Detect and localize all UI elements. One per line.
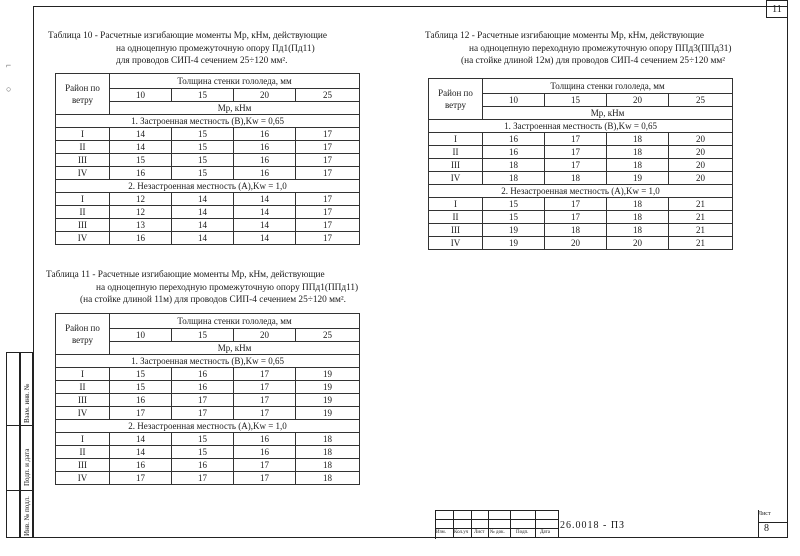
moment-value-cell: 15 bbox=[172, 141, 234, 154]
caption-line: Таблица 10 - Расчетные изгибающие моменты Мр, кНм, действующие bbox=[48, 31, 327, 41]
region-header: Район по ветру bbox=[56, 74, 110, 115]
moment-value-cell: 15 bbox=[172, 446, 234, 459]
moment-value-cell: 17 bbox=[545, 159, 607, 172]
moment-value-cell: 19 bbox=[483, 224, 545, 237]
wind-region-cell: IV bbox=[56, 232, 110, 245]
wind-region-cell: IV bbox=[56, 167, 110, 180]
wind-region-cell: IV bbox=[56, 472, 110, 485]
moment-value-cell: 19 bbox=[296, 394, 360, 407]
moment-value-cell: 18 bbox=[296, 459, 360, 472]
table-row bbox=[56, 394, 360, 407]
moment-value-cell: 17 bbox=[545, 198, 607, 211]
moment-value-cell: 17 bbox=[296, 193, 360, 206]
table-row bbox=[429, 172, 733, 185]
sheet-number-top: 11 bbox=[766, 0, 788, 18]
title-block-label: Лист bbox=[474, 530, 485, 535]
moment-value-cell: 17 bbox=[296, 206, 360, 219]
table-row bbox=[429, 224, 733, 237]
moment-value-cell: 19 bbox=[296, 381, 360, 394]
moment-value-cell: 17 bbox=[296, 219, 360, 232]
section-row bbox=[56, 115, 360, 128]
wind-region-cell: II bbox=[56, 141, 110, 154]
wind-region-cell: I bbox=[56, 368, 110, 381]
moment-value-cell: 15 bbox=[172, 167, 234, 180]
unit-header: Мр, кНм bbox=[110, 102, 360, 115]
moment-value-cell: 15 bbox=[172, 128, 234, 141]
thickness-column-header: 20 bbox=[234, 329, 296, 342]
moment-value-cell: 17 bbox=[110, 472, 172, 485]
moment-value-cell: 19 bbox=[483, 237, 545, 250]
moment-value-cell: 16 bbox=[110, 167, 172, 180]
moment-value-cell: 16 bbox=[234, 141, 296, 154]
moment-value-cell: 15 bbox=[483, 198, 545, 211]
moment-value-cell: 17 bbox=[172, 407, 234, 420]
moment-value-cell: 16 bbox=[234, 446, 296, 459]
moment-value-cell: 21 bbox=[669, 237, 733, 250]
moment-value-cell: 14 bbox=[172, 193, 234, 206]
moment-value-cell: 20 bbox=[669, 172, 733, 185]
thickness-column-header: 25 bbox=[669, 94, 733, 107]
binding-mark: ⌐ bbox=[6, 60, 12, 70]
unit-header: Мр, кНм bbox=[483, 107, 733, 120]
table-11 bbox=[55, 313, 360, 485]
table-row bbox=[56, 433, 360, 446]
table-row bbox=[429, 159, 733, 172]
wind-region-cell: I bbox=[429, 133, 483, 146]
section-row bbox=[429, 185, 733, 198]
table-row bbox=[56, 232, 360, 245]
moment-value-cell: 19 bbox=[296, 368, 360, 381]
moment-value-cell: 18 bbox=[545, 172, 607, 185]
thickness-column-header: 15 bbox=[172, 329, 234, 342]
wind-region-cell: III bbox=[56, 219, 110, 232]
side-stamp-label: Подп. и дата bbox=[23, 448, 31, 486]
header-row bbox=[429, 79, 733, 94]
caption-line: Таблица 11 - Расчетные изгибающие моменты Мр, кНм, действующие bbox=[46, 270, 325, 280]
thickness-header: Толщина стенки гололеда, мм bbox=[110, 74, 360, 89]
moment-value-cell: 14 bbox=[110, 128, 172, 141]
table-12 bbox=[428, 78, 733, 250]
moment-value-cell: 15 bbox=[172, 433, 234, 446]
section-row bbox=[56, 420, 360, 433]
moment-value-cell: 14 bbox=[110, 433, 172, 446]
table-row bbox=[56, 381, 360, 394]
header-row bbox=[56, 74, 360, 89]
moment-value-cell: 14 bbox=[172, 206, 234, 219]
moment-value-cell: 18 bbox=[607, 146, 669, 159]
moment-value-cell: 17 bbox=[234, 368, 296, 381]
moment-value-cell: 15 bbox=[110, 368, 172, 381]
table-row bbox=[56, 472, 360, 485]
moment-value-cell: 17 bbox=[234, 459, 296, 472]
table-row bbox=[56, 446, 360, 459]
moment-value-cell: 15 bbox=[110, 154, 172, 167]
unit-header: Мр, кНм bbox=[110, 342, 360, 355]
wind-region-cell: III bbox=[56, 154, 110, 167]
table-row bbox=[56, 167, 360, 180]
thickness-column-header: 10 bbox=[483, 94, 545, 107]
binding-mark: ○ bbox=[6, 84, 12, 94]
caption-line: для проводов СИП-4 сечением 25÷120 мм². bbox=[116, 56, 288, 66]
side-stamp-label: Взам. инв. № bbox=[23, 383, 31, 423]
moment-value-cell: 16 bbox=[234, 433, 296, 446]
moment-value-cell: 18 bbox=[296, 446, 360, 459]
moment-value-cell: 20 bbox=[669, 146, 733, 159]
moment-value-cell: 17 bbox=[110, 407, 172, 420]
wind-region-cell: III bbox=[56, 459, 110, 472]
title-block-label: Подп. bbox=[516, 530, 529, 535]
moment-value-cell: 18 bbox=[296, 433, 360, 446]
moment-value-cell: 16 bbox=[172, 381, 234, 394]
table-row bbox=[429, 146, 733, 159]
moment-value-cell: 18 bbox=[607, 224, 669, 237]
wind-region-cell: II bbox=[429, 211, 483, 224]
moment-value-cell: 19 bbox=[607, 172, 669, 185]
moment-value-cell: 17 bbox=[234, 407, 296, 420]
moment-value-cell: 14 bbox=[110, 141, 172, 154]
moment-value-cell: 17 bbox=[296, 154, 360, 167]
section-title: 2. Незастроенная местность (А),Kw = 1,0 bbox=[56, 180, 360, 193]
thickness-column-header: 10 bbox=[110, 89, 172, 102]
moment-value-cell: 14 bbox=[234, 232, 296, 245]
moment-value-cell: 13 bbox=[110, 219, 172, 232]
title-block-label: № док. bbox=[490, 530, 505, 535]
wind-region-cell: III bbox=[429, 159, 483, 172]
thickness-column-header: 25 bbox=[296, 89, 360, 102]
moment-value-cell: 16 bbox=[234, 167, 296, 180]
wind-region-cell: II bbox=[56, 206, 110, 219]
table-row bbox=[56, 154, 360, 167]
table-row bbox=[56, 407, 360, 420]
table-row bbox=[56, 193, 360, 206]
moment-value-cell: 18 bbox=[483, 159, 545, 172]
moment-value-cell: 17 bbox=[234, 394, 296, 407]
wind-region-cell: II bbox=[56, 381, 110, 394]
title-block-label: Изм. bbox=[436, 530, 446, 535]
title-block-label: Кол.уч bbox=[454, 530, 469, 535]
moment-value-cell: 15 bbox=[172, 154, 234, 167]
moment-value-cell: 16 bbox=[234, 154, 296, 167]
moment-value-cell: 21 bbox=[669, 198, 733, 211]
moment-value-cell: 14 bbox=[172, 232, 234, 245]
thickness-header: Толщина стенки гололеда, мм bbox=[483, 79, 733, 94]
thickness-column-header: 20 bbox=[234, 89, 296, 102]
moment-value-cell: 17 bbox=[296, 232, 360, 245]
moment-value-cell: 18 bbox=[483, 172, 545, 185]
section-row bbox=[56, 180, 360, 193]
region-header: Район по ветру bbox=[56, 314, 110, 355]
section-title: 2. Незастроенная местность (А),Kw = 1,0 bbox=[429, 185, 733, 198]
wind-region-cell: I bbox=[429, 198, 483, 211]
moment-value-cell: 18 bbox=[545, 224, 607, 237]
section-title: 2. Незастроенная местность (А),Kw = 1,0 bbox=[56, 420, 360, 433]
moment-value-cell: 18 bbox=[607, 198, 669, 211]
moment-value-cell: 14 bbox=[234, 206, 296, 219]
table-10 bbox=[55, 73, 360, 245]
caption-line: Таблица 12 - Расчетные изгибающие моменты Мр, кНм, действующие bbox=[425, 31, 704, 41]
moment-value-cell: 12 bbox=[110, 193, 172, 206]
moment-value-cell: 18 bbox=[607, 211, 669, 224]
table-row bbox=[56, 368, 360, 381]
moment-value-cell: 20 bbox=[669, 159, 733, 172]
header-row bbox=[56, 314, 360, 329]
moment-value-cell: 17 bbox=[296, 167, 360, 180]
moment-value-cell: 17 bbox=[172, 394, 234, 407]
wind-region-cell: I bbox=[56, 128, 110, 141]
region-header: Район по ветру bbox=[429, 79, 483, 120]
title-block-label: Дата bbox=[540, 530, 550, 535]
moment-value-cell: 20 bbox=[607, 237, 669, 250]
moment-value-cell: 18 bbox=[607, 133, 669, 146]
table-row bbox=[429, 198, 733, 211]
thickness-column-header: 10 bbox=[110, 329, 172, 342]
moment-value-cell: 16 bbox=[483, 146, 545, 159]
moment-value-cell: 16 bbox=[234, 128, 296, 141]
side-stamp-outer bbox=[6, 352, 20, 538]
table-row bbox=[56, 219, 360, 232]
moment-value-cell: 21 bbox=[669, 224, 733, 237]
moment-value-cell: 19 bbox=[296, 407, 360, 420]
moment-value-cell: 16 bbox=[483, 133, 545, 146]
section-title: 1. Застроенная местность (В),Kw = 0,65 bbox=[429, 120, 733, 133]
moment-value-cell: 16 bbox=[110, 232, 172, 245]
moment-value-cell: 20 bbox=[669, 133, 733, 146]
table-12-caption bbox=[425, 30, 732, 68]
table-row bbox=[56, 141, 360, 154]
moment-value-cell: 16 bbox=[110, 459, 172, 472]
table-10-caption bbox=[48, 30, 327, 68]
caption-line: на одноцепную переходную промежуточную опору ППд1(ППд11) bbox=[96, 282, 359, 293]
moment-value-cell: 17 bbox=[172, 472, 234, 485]
moment-value-cell: 18 bbox=[607, 159, 669, 172]
table-row bbox=[56, 459, 360, 472]
caption-line: (на стойке длиной 11м) для проводов СИП-4 сечением 25÷120 мм². bbox=[80, 295, 346, 305]
moment-value-cell: 17 bbox=[545, 211, 607, 224]
moment-value-cell: 15 bbox=[110, 381, 172, 394]
caption-line: на одноцепную промежуточную опору Пд1(Пд11) bbox=[116, 43, 315, 54]
moment-value-cell: 16 bbox=[110, 394, 172, 407]
section-row bbox=[56, 355, 360, 368]
moment-value-cell: 16 bbox=[172, 368, 234, 381]
wind-region-cell: IV bbox=[429, 172, 483, 185]
thickness-column-header: 25 bbox=[296, 329, 360, 342]
thickness-column-header: 20 bbox=[607, 94, 669, 107]
wind-region-cell: II bbox=[429, 146, 483, 159]
moment-value-cell: 17 bbox=[296, 128, 360, 141]
thickness-header: Толщина стенки гололеда, мм bbox=[110, 314, 360, 329]
sheet-number: 8 bbox=[764, 523, 769, 534]
moment-value-cell: 14 bbox=[234, 193, 296, 206]
side-stamp-label: Инв. № подл. bbox=[23, 496, 31, 536]
moment-value-cell: 17 bbox=[296, 141, 360, 154]
moment-value-cell: 20 bbox=[545, 237, 607, 250]
section-title: 1. Застроенная местность (В),Kw = 0,65 bbox=[56, 355, 360, 368]
table-row bbox=[429, 211, 733, 224]
section-row bbox=[429, 120, 733, 133]
sheet-label: Лист bbox=[758, 511, 771, 517]
moment-value-cell: 17 bbox=[545, 133, 607, 146]
section-title: 1. Застроенная местность (В),Kw = 0,65 bbox=[56, 115, 360, 128]
table-11-caption bbox=[46, 269, 358, 307]
table-row bbox=[429, 237, 733, 250]
caption-line: на одноцепную переходную промежуточную опору ППд3(ППд31) bbox=[469, 43, 732, 54]
moment-value-cell: 17 bbox=[234, 381, 296, 394]
moment-value-cell: 12 bbox=[110, 206, 172, 219]
wind-region-cell: IV bbox=[429, 237, 483, 250]
document-code: 26.0018 - ПЗ bbox=[560, 520, 626, 531]
moment-value-cell: 17 bbox=[234, 472, 296, 485]
table-row bbox=[56, 128, 360, 141]
table-row bbox=[56, 206, 360, 219]
wind-region-cell: I bbox=[56, 433, 110, 446]
moment-value-cell: 15 bbox=[483, 211, 545, 224]
caption-line: (на стойке длиной 12м) для проводов СИП-4 сечением 25÷120 мм² bbox=[461, 56, 725, 66]
wind-region-cell: III bbox=[429, 224, 483, 237]
moment-value-cell: 21 bbox=[669, 211, 733, 224]
moment-value-cell: 14 bbox=[110, 446, 172, 459]
thickness-column-header: 15 bbox=[172, 89, 234, 102]
wind-region-cell: II bbox=[56, 446, 110, 459]
moment-value-cell: 14 bbox=[172, 219, 234, 232]
moment-value-cell: 14 bbox=[234, 219, 296, 232]
moment-value-cell: 16 bbox=[172, 459, 234, 472]
wind-region-cell: I bbox=[56, 193, 110, 206]
wind-region-cell: IV bbox=[56, 407, 110, 420]
moment-value-cell: 18 bbox=[296, 472, 360, 485]
moment-value-cell: 17 bbox=[545, 146, 607, 159]
table-row bbox=[429, 133, 733, 146]
thickness-column-header: 15 bbox=[545, 94, 607, 107]
wind-region-cell: III bbox=[56, 394, 110, 407]
